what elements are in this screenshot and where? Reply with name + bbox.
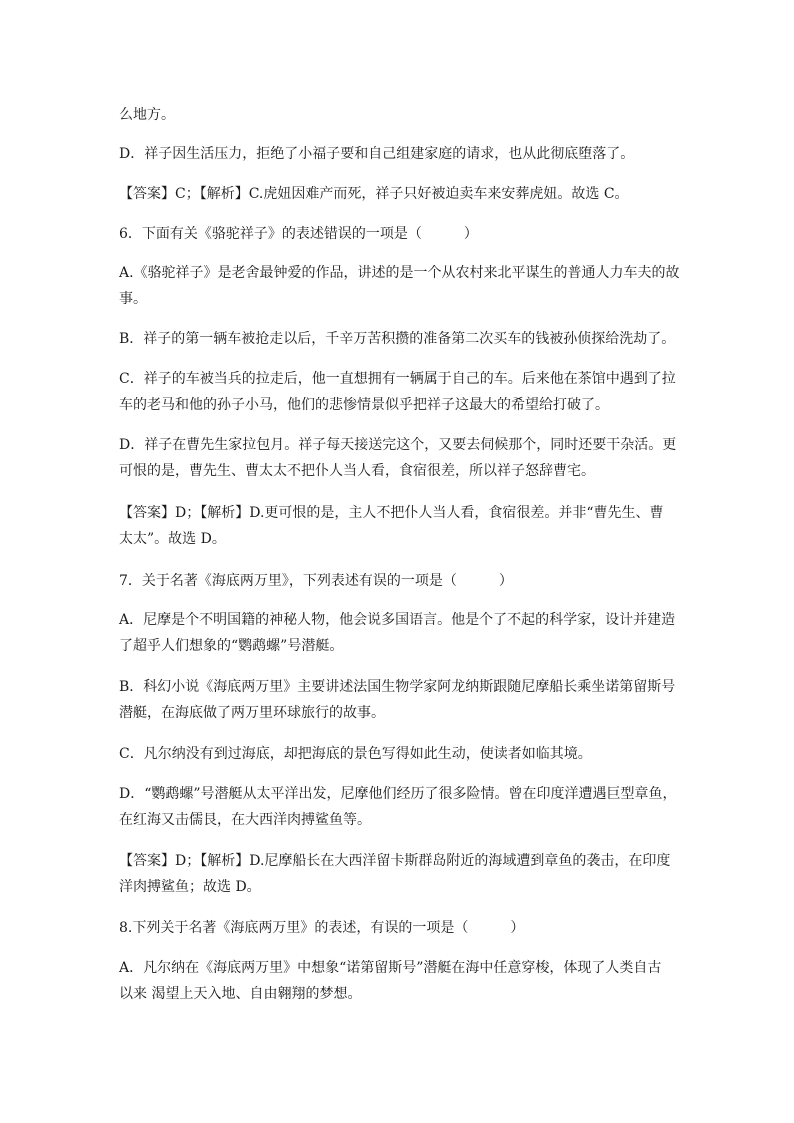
- option-a-q8: [119, 955, 679, 1007]
- option-a-q6: [119, 260, 679, 312]
- question-7: [119, 568, 679, 594]
- text-line: D．祥子因生活压力，拒绝了小福子要和自己组建家庭的请求，也从此彻底堕落了。: [119, 146, 635, 162]
- text-line: 【答案】D；【解析】D.更可恨的是，主人不把仆人当人看，食宿很差。并非“曹先生、曹: [119, 505, 664, 521]
- text-line: 潜艇，在海底做了两万里环球旅行的故事。: [119, 705, 385, 721]
- answer-q5: [119, 181, 679, 207]
- option-d-q6: [119, 432, 679, 484]
- text-line: C．凡尔纳没有到过海底，却把海底的景色写得如此生动，使读者如临其境。: [119, 746, 592, 762]
- text-line: 在红海又击儒艮，在大西洋肉搏鲨鱼等。: [119, 812, 371, 828]
- option-d-q5: [119, 141, 679, 167]
- text-line: C．祥子的车被当兵的拉走后，他一直想拥有一辆属于自己的车。后来他在茶馆中遇到了拉: [119, 371, 676, 387]
- option-c-q7: [119, 741, 679, 767]
- option-b-q6: [119, 326, 679, 352]
- option-a-q7: [119, 607, 679, 659]
- text-line: A.《骆驼祥子》是老舍最钟爱的作品，讲述的是一个从农村来北平谋生的普通人力车夫的故: [119, 265, 680, 281]
- text-line: 可恨的是，曹先生、曹太太不把仆人当人看，食宿很差，所以祥子怒辞曹宅。: [119, 463, 595, 479]
- answer-q6: [119, 500, 679, 552]
- text-line: 7．关于名著《海底两万里》，下列表述有误的一项是（ ）: [119, 573, 513, 589]
- text-line: 洋肉搏鲨鱼；故选 D。: [119, 879, 261, 895]
- text-line: 了超乎人们想象的“鹦鹉螺”号潜艇。: [119, 638, 344, 654]
- text-line: 么地方。: [119, 107, 175, 123]
- text-line: B．祥子的第一辆车被抢走以后，千辛万苦积攒的准备第二次买车的钱被孙侦探给洗劫了。: [119, 331, 676, 347]
- text-line: 以来 渴望上天入地、自由翱翔的梦想。: [119, 986, 362, 1002]
- question-6: [119, 221, 679, 247]
- text-line: 【答案】C；【解析】C.虎妞因难产而死，祥子只好被迫卖车来安葬虎妞。故选 C。: [119, 186, 629, 202]
- text-line: 6．下面有关《骆驼祥子》的表述错误的一项是（ ）: [119, 226, 478, 242]
- text-line: 【答案】D；【解析】D.尼摩船长在大西洋留卡斯群岛附近的海域遭到章鱼的袭击，在印度: [119, 853, 671, 869]
- option-d-q7: [119, 781, 679, 833]
- option-c-q6: [119, 366, 679, 418]
- text-line: 8.下列关于名著《海底两万里》的表述，有误的一项是（ ）: [119, 920, 525, 936]
- text-line: D．“鹦鹉螺”号潜艇从太平洋出发，尼摩他们经历了很多险情。曾在印度洋遭遇巨型章鱼，: [119, 786, 677, 802]
- answer-q7: [119, 848, 679, 900]
- text-line: A．尼摩是个不明国籍的神秘人物，他会说多国语言。他是个了不起的科学家，设计并建造: [119, 612, 676, 628]
- text-line: A．凡尔纳在《海底两万里》中想象“诺第留斯号”潜艇在海中任意穿梭，体现了人类自古: [119, 960, 662, 976]
- text-line: 车的老马和他的孙子小马，他们的悲惨情景似乎把祥子这最大的希望给打破了。: [119, 397, 609, 413]
- text-line: B．科幻小说《海底两万里》主要讲述法国生物学家阿龙纳斯跟随尼摩船长乘坐诺第留斯号: [119, 679, 676, 695]
- option-b-q7: [119, 674, 679, 726]
- text-line: 太太”。故选 D。: [119, 531, 226, 547]
- question-8: [119, 915, 679, 941]
- paragraph-continuation: [119, 102, 679, 128]
- text-line: 事。: [119, 291, 147, 307]
- text-line: D．祥子在曹先生家拉包月。祥子每天接送完这个，又要去伺候那个，同时还要干杂活。更: [119, 437, 677, 453]
